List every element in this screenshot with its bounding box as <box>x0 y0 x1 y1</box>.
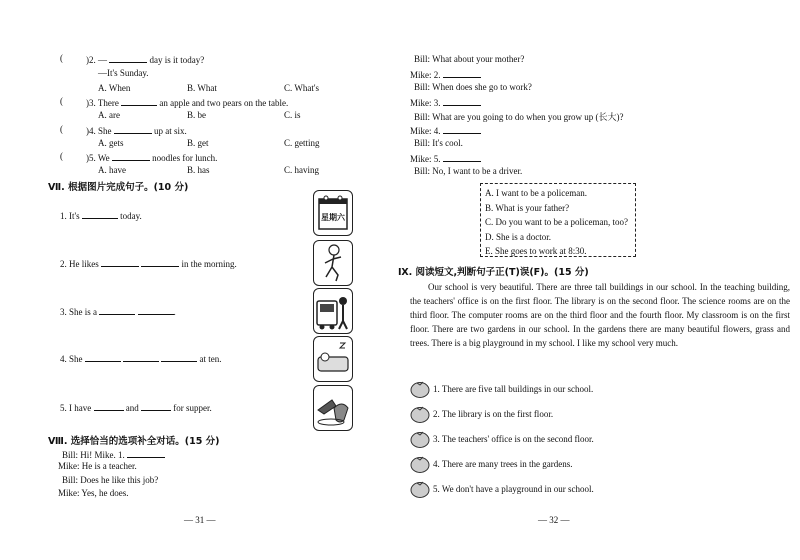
calendar-picture <box>313 190 353 236</box>
dialog-line: Mike: Yes, he does. <box>58 488 129 498</box>
dialog-line: Mike: He is a teacher. <box>58 461 137 471</box>
answer-blank[interactable] <box>109 53 147 63</box>
option-e: E. She goes to work at 8:30. <box>485 246 587 256</box>
sleeping-picture <box>313 336 353 382</box>
option-d: D. She is a doctor. <box>485 231 551 242</box>
answer-blank[interactable] <box>141 257 179 267</box>
answer-blank[interactable] <box>99 305 135 315</box>
apple-icon[interactable] <box>410 430 430 448</box>
mc4-opt-b: B. get <box>187 138 209 148</box>
dialog-line: Mike: 3. <box>410 96 481 108</box>
answer-blank[interactable] <box>85 352 121 362</box>
s7-q2: 2. He likes in the morning. <box>60 259 237 269</box>
food-picture <box>313 385 353 431</box>
section-8-title: Ⅷ. 选择恰当的选项补全对话。(15 分) <box>48 436 220 447</box>
option-a: A. I want to be a policeman. <box>485 188 587 198</box>
page-number-left: — 31 — <box>184 515 216 525</box>
mc4-opt-c: C. getting <box>284 138 320 148</box>
tf-item-4: 4. There are many trees in the gardens. <box>433 459 573 469</box>
dialog-line: Mike: 4. <box>410 124 481 136</box>
mc3-opt-c: C. is <box>284 110 301 120</box>
tf-item-2: 2. The library is on the first floor. <box>433 409 554 419</box>
dialog-line: Bill: What are you going to do when you grow up (长大)? <box>414 112 624 122</box>
running-boy-picture <box>313 240 353 286</box>
mc5-paren: ( <box>60 151 63 161</box>
dialog-line: Bill: What about your mother? <box>414 54 525 64</box>
mc2-opt-c: C. What's <box>284 83 319 93</box>
tf-item-1: 1. There are five tall buildings in our school. <box>433 384 594 394</box>
answer-blank[interactable] <box>121 96 157 106</box>
answer-blank[interactable] <box>443 96 481 106</box>
dialog-line: Mike: 2. <box>410 68 481 80</box>
mc3-opt-b: B. be <box>187 110 206 120</box>
apple-icon[interactable] <box>410 480 430 498</box>
mc4-opt-a: A. gets <box>98 138 124 148</box>
mc2-opt-b: B. What <box>187 83 217 93</box>
mc3-paren: ( <box>60 96 63 106</box>
mc4-stem: )4. She up at six. <box>86 126 187 136</box>
option-b: B. What is your father? <box>485 202 570 213</box>
calendar-text: 星期六 <box>321 213 345 222</box>
answer-blank[interactable] <box>112 151 150 161</box>
mc2-stem: )2. — day is it today? <box>86 55 205 65</box>
s7-q3: 3. She is a . <box>60 307 176 317</box>
answer-blank[interactable] <box>443 124 481 134</box>
options-box <box>480 183 636 257</box>
apple-icon[interactable] <box>410 380 430 398</box>
answer-blank[interactable] <box>138 305 174 315</box>
mc3-stem: )3. There an apple and two pears on the table. <box>86 98 289 108</box>
answer-blank[interactable] <box>94 401 124 411</box>
answer-blank[interactable] <box>114 124 152 134</box>
mc3-opt-a: A. are <box>98 110 120 120</box>
answer-blank[interactable] <box>101 257 139 267</box>
section-9-title: Ⅸ. 阅读短文,判断句子正(T)误(F)。(15 分) <box>398 267 589 278</box>
mc2-paren: ( <box>60 53 63 63</box>
apple-icon[interactable] <box>410 455 430 473</box>
answer-blank[interactable] <box>127 448 165 458</box>
s7-q5: 5. I have and for supper. <box>60 403 212 413</box>
mc2-opt-a: A. When <box>98 83 131 93</box>
answer-blank[interactable] <box>82 209 118 219</box>
dialog-line: Bill: Hi! Mike. 1. <box>62 448 165 460</box>
answer-blank[interactable] <box>443 152 481 162</box>
answer-blank[interactable] <box>123 352 159 362</box>
answer-blank[interactable] <box>443 68 481 78</box>
bus-driver-picture <box>313 288 353 334</box>
reading-passage: Our school is very beautiful. There are three tall buildings in our school. In the teaching building, the teachers' office is on the first floor. The library is on the second floor. The science rooms are on the third floor. The computer rooms are on the third floor and the fourth floor. My classroom is on the first floor. There are two gardens in our school. In the gardens there are many beautiful flowers, grass and trees. There is a big playground in my school. I like my school very much. <box>410 282 790 348</box>
mc5-opt-a: A. have <box>98 165 126 175</box>
s7-q1: 1. It's today. <box>60 211 142 221</box>
mc2-answer: —It's Sunday. <box>98 68 149 78</box>
dialog-line: Bill: When does she go to work? <box>414 82 532 92</box>
dialog-line: Mike: 5. <box>410 152 481 164</box>
dialog-line: Bill: It's cool. <box>414 138 463 148</box>
mc5-opt-b: B. has <box>187 165 210 175</box>
mc5-opt-c: C. having <box>284 165 319 175</box>
dialog-line: Bill: No, I want to be a driver. <box>414 166 523 176</box>
page-number-right: — 32 — <box>538 515 570 525</box>
mc4-paren: ( <box>60 124 63 134</box>
section-7-title: Ⅶ. 根据图片完成句子。(10 分) <box>48 182 189 193</box>
answer-blank[interactable] <box>141 401 171 411</box>
mc5-stem: )5. We noodles for lunch. <box>86 153 218 163</box>
dialog-line: Bill: Does he like this job? <box>62 475 159 485</box>
tf-item-5: 5. We don't have a playground in our school. <box>433 484 594 494</box>
tf-item-3: 3. The teachers' office is on the second floor. <box>433 434 594 444</box>
apple-icon[interactable] <box>410 405 430 423</box>
answer-blank[interactable] <box>161 352 197 362</box>
s7-q4: 4. She at ten. <box>60 354 222 364</box>
option-c: C. Do you want to be a policeman, too? <box>485 217 628 227</box>
